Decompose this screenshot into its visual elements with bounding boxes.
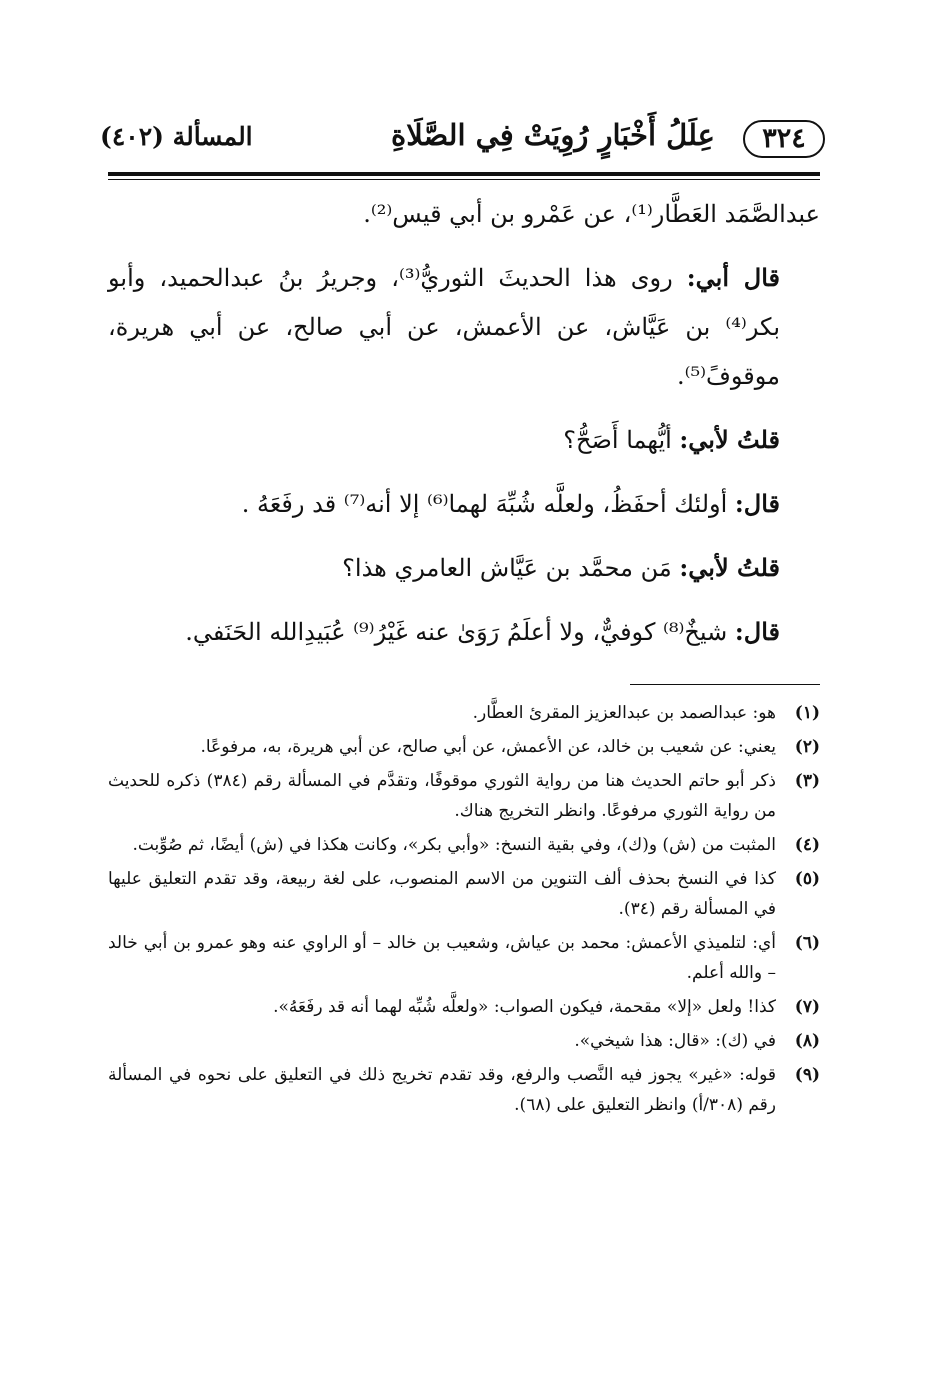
footnote-5 [108, 864, 820, 924]
footnote-number: (٣) [794, 771, 820, 791]
footnote-text: يعني: عن شعيب بن خالد، عن الأعمش، عن أبي صالح، عن أبي هريرة، به، مرفوعًا. [200, 737, 776, 757]
book-title: عِلَلُ أَخْبَارٍ رُوِيَتْ فِي الصَّلَاةِ [391, 118, 715, 152]
footnote-1 [108, 698, 820, 728]
page-number: ٣٢٤ [743, 120, 825, 158]
footnote-number: (٩) [794, 1065, 820, 1085]
header-rule-thin [108, 179, 820, 180]
footnote-text: ذكر أبو حاتم الحديث هنا من رواية الثوري موقوفًا، وتقدَّم في المسألة رقم (٣٨٤) ذكره للحديث من رواية الثوري مرفوعًا. وانظر التخريج هناك. [108, 771, 776, 821]
footnotes [108, 698, 820, 1124]
issue-label: المسألة (٤٠٢) [100, 122, 253, 151]
paragraph-5 [108, 543, 820, 593]
paragraph-6-lead: قال: [734, 617, 780, 646]
footnote-separator [630, 684, 820, 685]
footnote-4 [108, 830, 820, 860]
paragraph-5-lead: قلتُ لأبي: [679, 553, 780, 582]
footnote-2 [108, 732, 820, 762]
footnote-text: قوله: «غير» يجوز فيه النَّصب والرفع، وقد تقدم تخريج ذلك في التعليق على نحوه في المسألة رقم (٣٠٨/أ) وانظر التعليق على (٦٨). [108, 1065, 777, 1115]
paragraph-6 [108, 607, 820, 657]
footnote-number: (٧) [794, 997, 820, 1017]
footnote-7 [108, 992, 820, 1022]
page-header [100, 112, 825, 172]
main-text [108, 190, 820, 671]
footnote-9 [108, 1060, 820, 1120]
footnote-text: أي: لتلميذي الأعمش: محمد بن عياش، وشعيب بن خالد – أو الراوي عنه وهو عمرو بن أبي خالد – والله أعلم. [108, 933, 776, 983]
footnote-number: (٨) [794, 1031, 820, 1051]
footnote-text: في (ك): «قال: هذا شيخي». [574, 1031, 776, 1051]
footnote-number: (٢) [794, 737, 820, 757]
footnote-6 [108, 928, 820, 988]
footnote-text: كذا في النسخ بحذف ألف التنوين من الاسم المنصوب، على لغة ربيعة، وقد تقدم التعليق عليها في المسألة رقم (٣٤). [108, 869, 776, 919]
paragraph-4-text: أولئك أحفَظُ، ولعلَّه شُبِّهَ لهما⁽⁶⁾ إلا أنه⁽⁷⁾ قد رفَعَهُ . [241, 490, 735, 518]
footnote-text: هو: عبدالصمد بن عبدالعزيز المقرئ العطَّار. [472, 703, 776, 723]
footnote-number: (٥) [794, 869, 820, 889]
paragraph-2-text: روى هذا الحديثَ الثوريُّ⁽³⁾، وجريرُ بنُ عبدالحميد، وأبو بكر⁽⁴⁾ بن عَيَّاش، عن الأعمش، عن أبي صالح، عن أبي هريرة، موقوفً⁽⁵⁾. [108, 264, 780, 390]
footnote-text: كذا! ولعل «إلا» مقحمة، فيكون الصواب: «ولعلَّه شُبِّه لهما أنه قد رفَعَهُ». [273, 997, 776, 1017]
paragraph-2 [108, 253, 820, 401]
paragraph-2-lead: قال أبي: [686, 263, 781, 292]
footnote-number: (١) [794, 703, 820, 723]
footnote-number: (٦) [794, 933, 820, 953]
header-rule-thick [108, 172, 820, 176]
paragraph-4-lead: قال: [734, 489, 780, 518]
footnote-3 [108, 766, 820, 826]
footnote-8 [108, 1026, 820, 1056]
paragraph-6-text: شيخٌ⁽⁸⁾ كوفيٌّ، ولا أعلَمُ رَوَىٰ عنه غَيْرُ⁽⁹⁾ عُبَيدِالله الحَنَفي. [185, 618, 735, 646]
footnote-text: المثبت من (ش) و(ك)، وفي بقية النسخ: «وأبي بكر»، وكانت هكذا في (ش) أيضًا، ثم صُوِّبت. [132, 835, 776, 855]
paragraph-5-text: مَن محمَّد بن عَيَّاش العامري هذا؟ [342, 554, 680, 582]
paragraph-3 [108, 415, 820, 465]
footnote-number: (٤) [794, 835, 820, 855]
paragraph-3-text: أيُّهما أَصَحُّ؟ [563, 426, 680, 454]
paragraph-3-lead: قلتُ لأبي: [679, 425, 780, 454]
paragraph-1: عبدالصَّمَد العَطَّار⁽¹⁾، عن عَمْرو بن أبي قيس⁽²⁾. [363, 200, 820, 228]
paragraph-4 [108, 479, 820, 529]
